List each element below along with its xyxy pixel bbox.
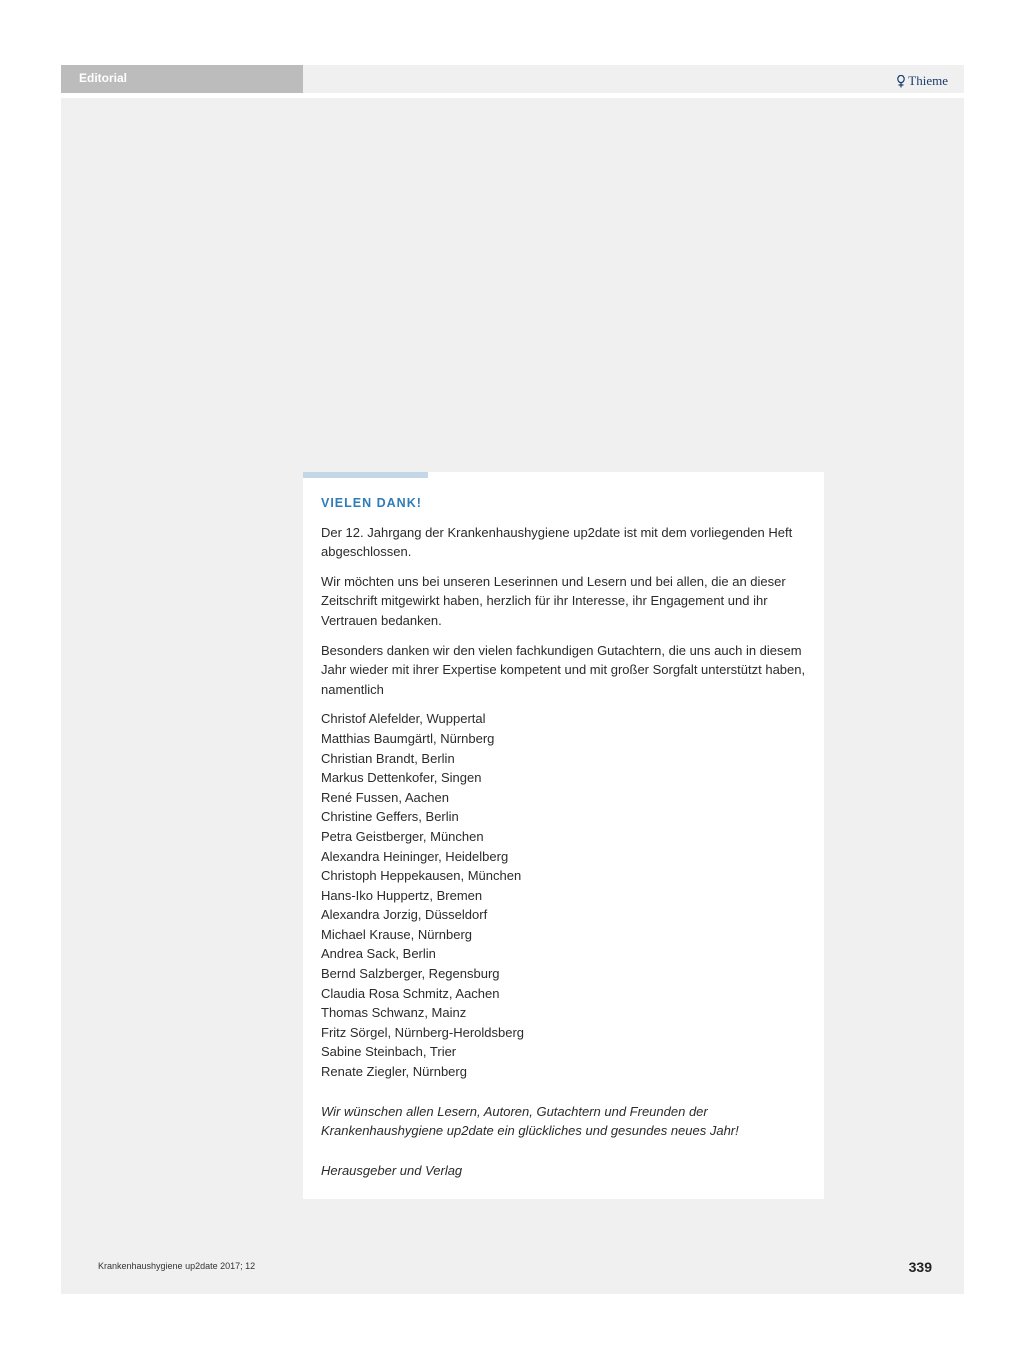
page-number: 339 xyxy=(908,1259,932,1275)
section-label: Editorial xyxy=(79,71,128,85)
reviewer-list xyxy=(321,709,809,1081)
thieme-emblem-icon xyxy=(896,75,906,88)
reviewer-item: Bernd Salzberger, Regensburg xyxy=(321,966,500,982)
reviewer-item: Markus Dettenkofer, Singen xyxy=(321,770,482,786)
reviewer-item: Sabine Steinbach, Trier xyxy=(321,1044,457,1060)
box-content xyxy=(321,494,809,1180)
reviewer-item: Fritz Sörgel, Nürnberg-Heroldsberg xyxy=(321,1024,525,1040)
reviewer-item: Petra Geistberger, München xyxy=(321,828,484,844)
paragraph: Besonders danken wir den vielen fachkundigen Gutachtern, die uns auch in diesem Jahr wieder mit ihrer Expertise kompetent und mit großer Sorgfalt unterstützt haben, namentlich xyxy=(321,642,806,697)
reviewer-item: Renate Ziegler, Nürnberg xyxy=(321,1064,467,1080)
reviewer-item: Alexandra Heininger, Heidelberg xyxy=(321,848,509,864)
reviewer-item: Andrea Sack, Berlin xyxy=(321,946,436,962)
footer-citation: Krankenhaushygiene up2date 2017; 12 xyxy=(98,1261,256,1271)
publisher-logo xyxy=(896,73,948,89)
closing-wishes: Wir wünschen allen Lesern, Autoren, Gutachtern und Freunden der Krankenhaushygiene up2date ein glückliches und gesundes neues Jahr! xyxy=(321,1103,739,1139)
reviewer-item: Hans-Iko Huppertz, Bremen xyxy=(321,887,483,903)
signature: Herausgeber und Verlag xyxy=(321,1162,463,1178)
reviewer-item: Christoph Heppekausen, München xyxy=(321,868,522,884)
paragraph: Der 12. Jahrgang der Krankenhaushygiene up2date ist mit dem vorliegenden Heft abgeschlossen. xyxy=(321,524,793,560)
paragraph: Wir möchten uns bei unseren Leserinnen und Lesern und bei allen, die an dieser Zeitschrift mitgewirkt haben, herzlich für ihr Interesse, ihr Engagement und ihr Vertrauen bedanken. xyxy=(321,573,786,628)
reviewer-item: René Fussen, Aachen xyxy=(321,789,449,805)
reviewer-item: Claudia Rosa Schmitz, Aachen xyxy=(321,985,500,1001)
reviewer-item: Michael Krause, Nürnberg xyxy=(321,926,473,942)
reviewer-item: Christian Brandt, Berlin xyxy=(321,750,455,766)
reviewer-item: Christine Geffers, Berlin xyxy=(321,809,459,825)
thank-you-box xyxy=(303,472,824,1199)
reviewer-item: Matthias Baumgärtl, Nürnberg xyxy=(321,730,495,746)
box-accent-bar xyxy=(303,472,428,478)
section-tab xyxy=(61,65,303,93)
publisher-name: Thieme xyxy=(908,73,948,88)
box-title: VIELEN DANK! xyxy=(321,496,422,510)
reviewer-item: Christof Alefelder, Wuppertal xyxy=(321,711,486,727)
reviewer-item: Alexandra Jorzig, Düsseldorf xyxy=(321,907,488,923)
reviewer-item: Thomas Schwanz, Mainz xyxy=(321,1005,467,1021)
